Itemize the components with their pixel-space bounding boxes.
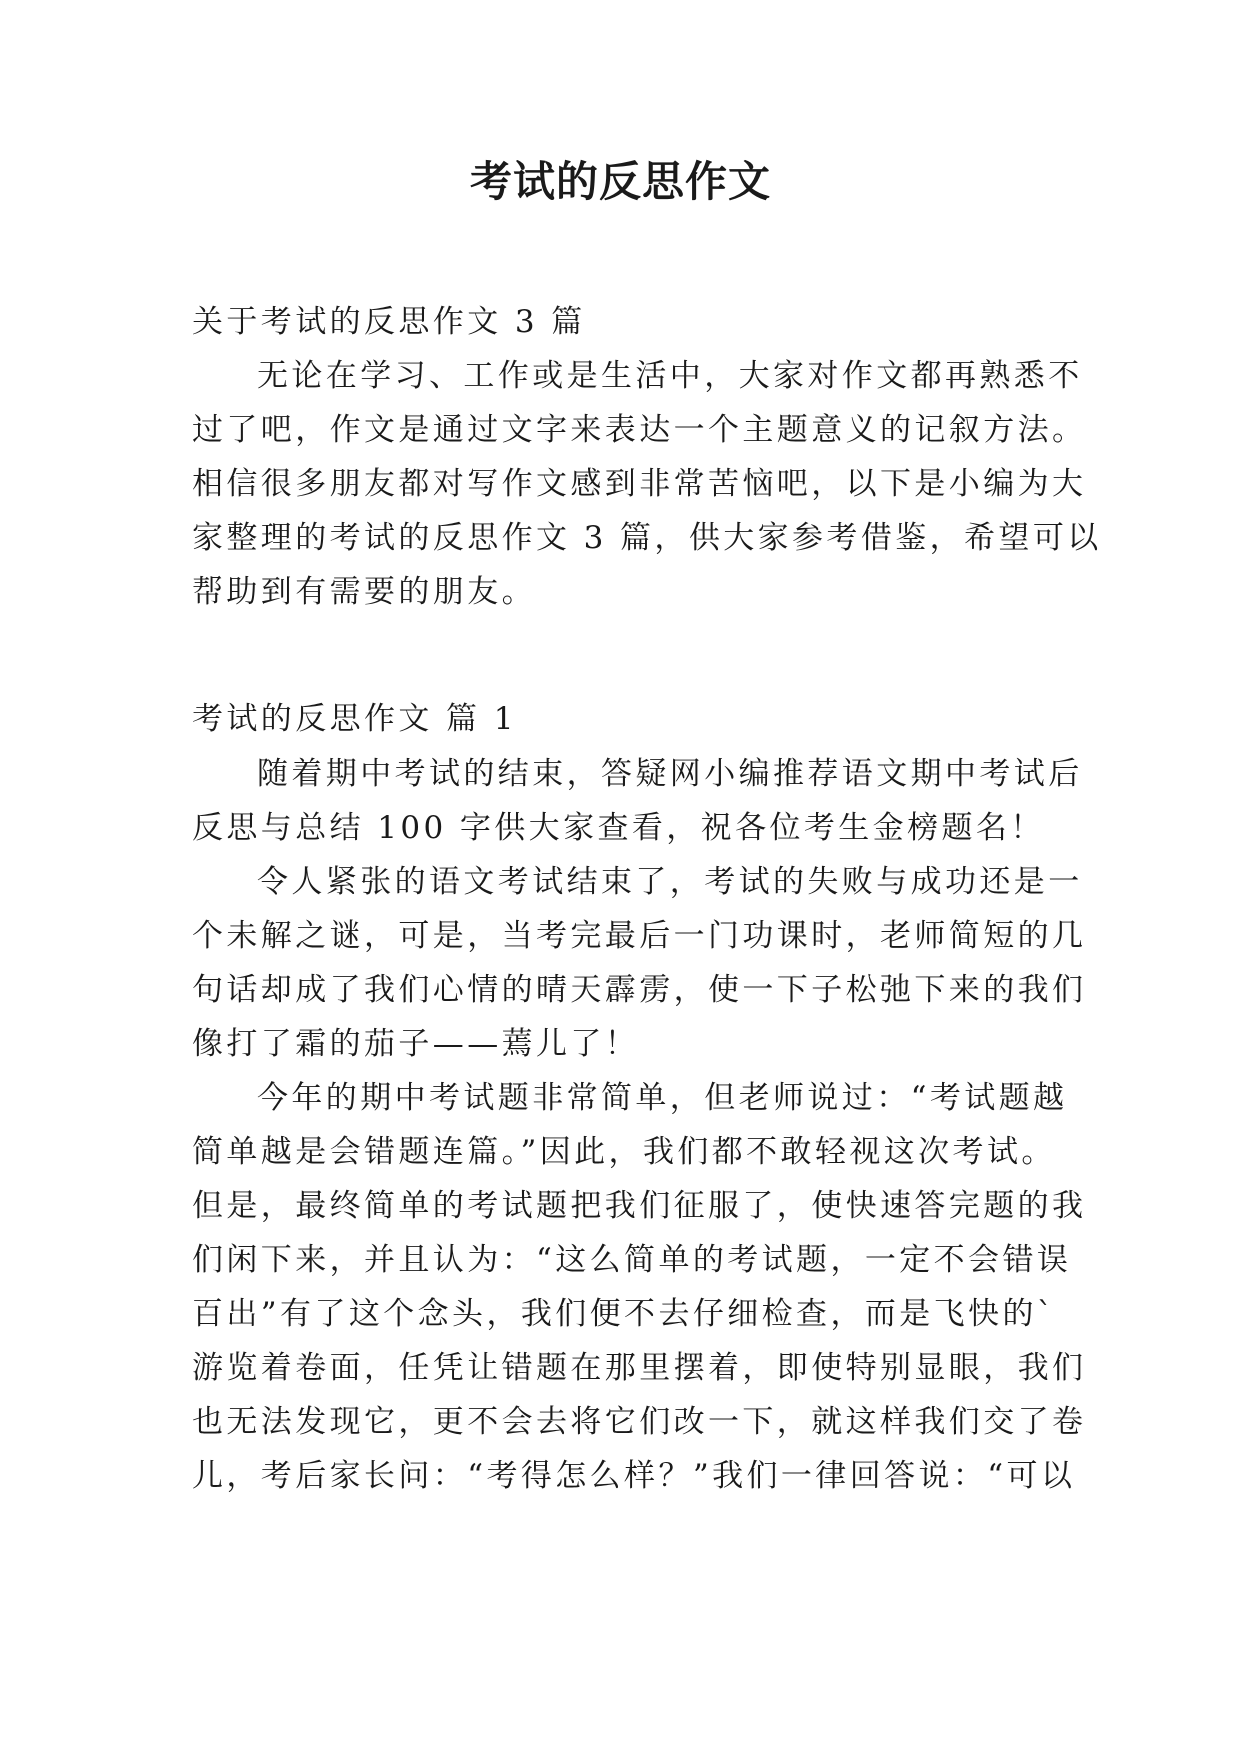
paragraph-line: 也无法发现它，更不会去将它们改一下，就这样我们交了卷 — [192, 1404, 1087, 1440]
paragraph-line: 像打了霜的茄子——蔫儿了！ — [192, 1026, 640, 1062]
intro-line: 过了吧，作文是通过文字来表达一个主题意义的记叙方法。 — [192, 412, 1087, 448]
paragraph-line: 但是，最终简单的考试题把我们征服了，使快速答完题的我 — [192, 1188, 1087, 1224]
intro-line: 相信很多朋友都对写作文感到非常苦恼吧，以下是小编为大 — [192, 466, 1087, 502]
paragraph-line: 游览着卷面，任凭让错题在那里摆着，即使特别显眼，我们 — [192, 1350, 1087, 1386]
intro-line: 无论在学习、工作或是生活中，大家对作文都再熟悉不 — [257, 358, 1083, 394]
paragraph-line: 句话却成了我们心情的晴天霹雳，使一下子松弛下来的我们 — [192, 972, 1087, 1008]
paragraph-line: 简单越是会错题连篇。”因此，我们都不敢轻视这次考试。 — [192, 1134, 1056, 1170]
paragraph-line: 们闲下来，并且认为：“这么简单的考试题，一定不会错误 — [192, 1242, 1072, 1278]
paragraph-line: 今年的期中考试题非常简单，但老师说过：“考试题越 — [257, 1080, 1068, 1116]
paragraph-line: 儿，考后家长问：“考得怎么样？”我们一律回答说：“可以 — [192, 1458, 1076, 1494]
paragraph-line: 个未解之谜，可是，当考完最后一门功课时，老师简短的几 — [192, 918, 1087, 954]
intro-line: 帮助到有需要的朋友。 — [192, 574, 536, 610]
paragraph-line: 百出”有了这个念头，我们便不去仔细检查，而是飞快的` — [192, 1296, 1056, 1332]
document-title: 考试的反思作文 — [469, 157, 771, 206]
paragraph-line: 令人紧张的语文考试结束了，考试的失败与成功还是一 — [257, 864, 1083, 900]
intro-line: 家整理的考试的反思作文 3 篇，供大家参考借鉴，希望可以 — [192, 520, 1102, 556]
document-subtitle: 关于考试的反思作文 3 篇 — [192, 304, 586, 340]
paragraph-line: 反思与总结 100 字供大家查看，祝各位考生金榜题名！ — [192, 810, 1045, 846]
section-heading: 考试的反思作文 篇 1 — [192, 701, 517, 737]
paragraph-line: 随着期中考试的结束，答疑网小编推荐语文期中考试后 — [257, 756, 1083, 792]
